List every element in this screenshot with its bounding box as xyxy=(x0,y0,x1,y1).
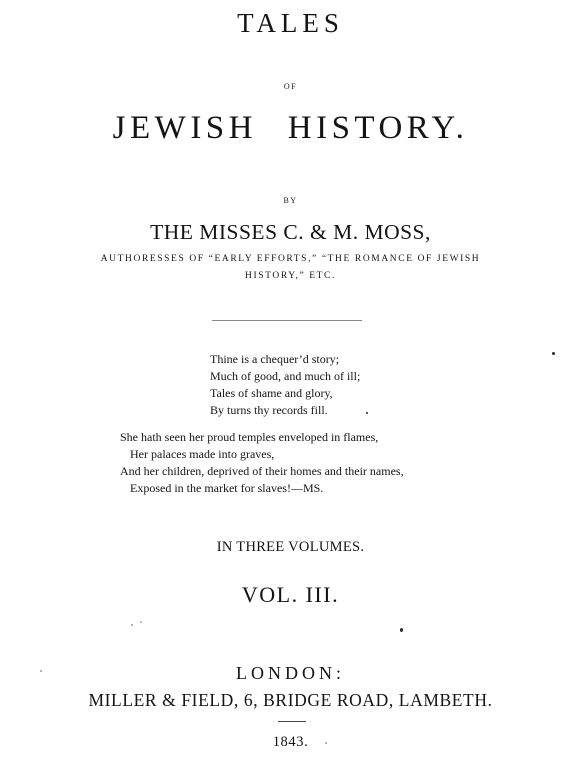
verse-line: By turns thy records fill. xyxy=(210,403,328,417)
verse-line: Thine is a chequer’d story; xyxy=(210,352,340,366)
authors-name: THE MISSES C. & M. MOSS, xyxy=(150,220,431,244)
epigraph-verse-second xyxy=(120,429,404,497)
divider-rule xyxy=(212,320,362,321)
verse-line: Exposed in the market for slaves!—MS. xyxy=(130,481,324,495)
verse-line: Tales of shame and glory, xyxy=(210,386,333,400)
ink-speck xyxy=(552,352,555,355)
book-title: TALES xyxy=(237,8,344,38)
ink-speck xyxy=(325,742,327,744)
epigraph-verse-first xyxy=(210,351,360,419)
ink-speck xyxy=(400,628,403,632)
authors-credits-line2: HISTORY,” ETC. xyxy=(245,271,336,281)
imprint-year: 1843. xyxy=(272,734,309,750)
verse-line: She hath seen her proud temples enveloped in flames, xyxy=(120,430,379,444)
verse-line: Her palaces made into graves, xyxy=(130,447,275,461)
by-line: BY xyxy=(283,196,298,205)
book-subtitle: JEWISH HISTORY. xyxy=(112,110,469,146)
ink-speck xyxy=(131,624,133,626)
title-connector-of: OF xyxy=(283,82,298,91)
volumes-note: IN THREE VOLUMES. xyxy=(216,539,365,555)
imprint-publisher: MILLER & FIELD, 6, BRIDGE ROAD, LAMBETH. xyxy=(88,690,493,710)
ink-speck xyxy=(366,412,368,414)
volume-number: VOL. III. xyxy=(241,582,340,607)
verse-line: And her children, deprived of their homes and their names, xyxy=(120,464,404,478)
imprint-city: LONDON: xyxy=(236,663,345,683)
ink-speck xyxy=(140,621,142,623)
imprint-rule xyxy=(278,721,306,722)
verse-line: Much of good, and much of ill; xyxy=(210,369,361,383)
authors-credits-line1: AUTHORESSES OF “EARLY EFFORTS,” “THE ROMANCE OF JEWISH xyxy=(100,254,481,264)
ink-speck xyxy=(40,670,42,672)
